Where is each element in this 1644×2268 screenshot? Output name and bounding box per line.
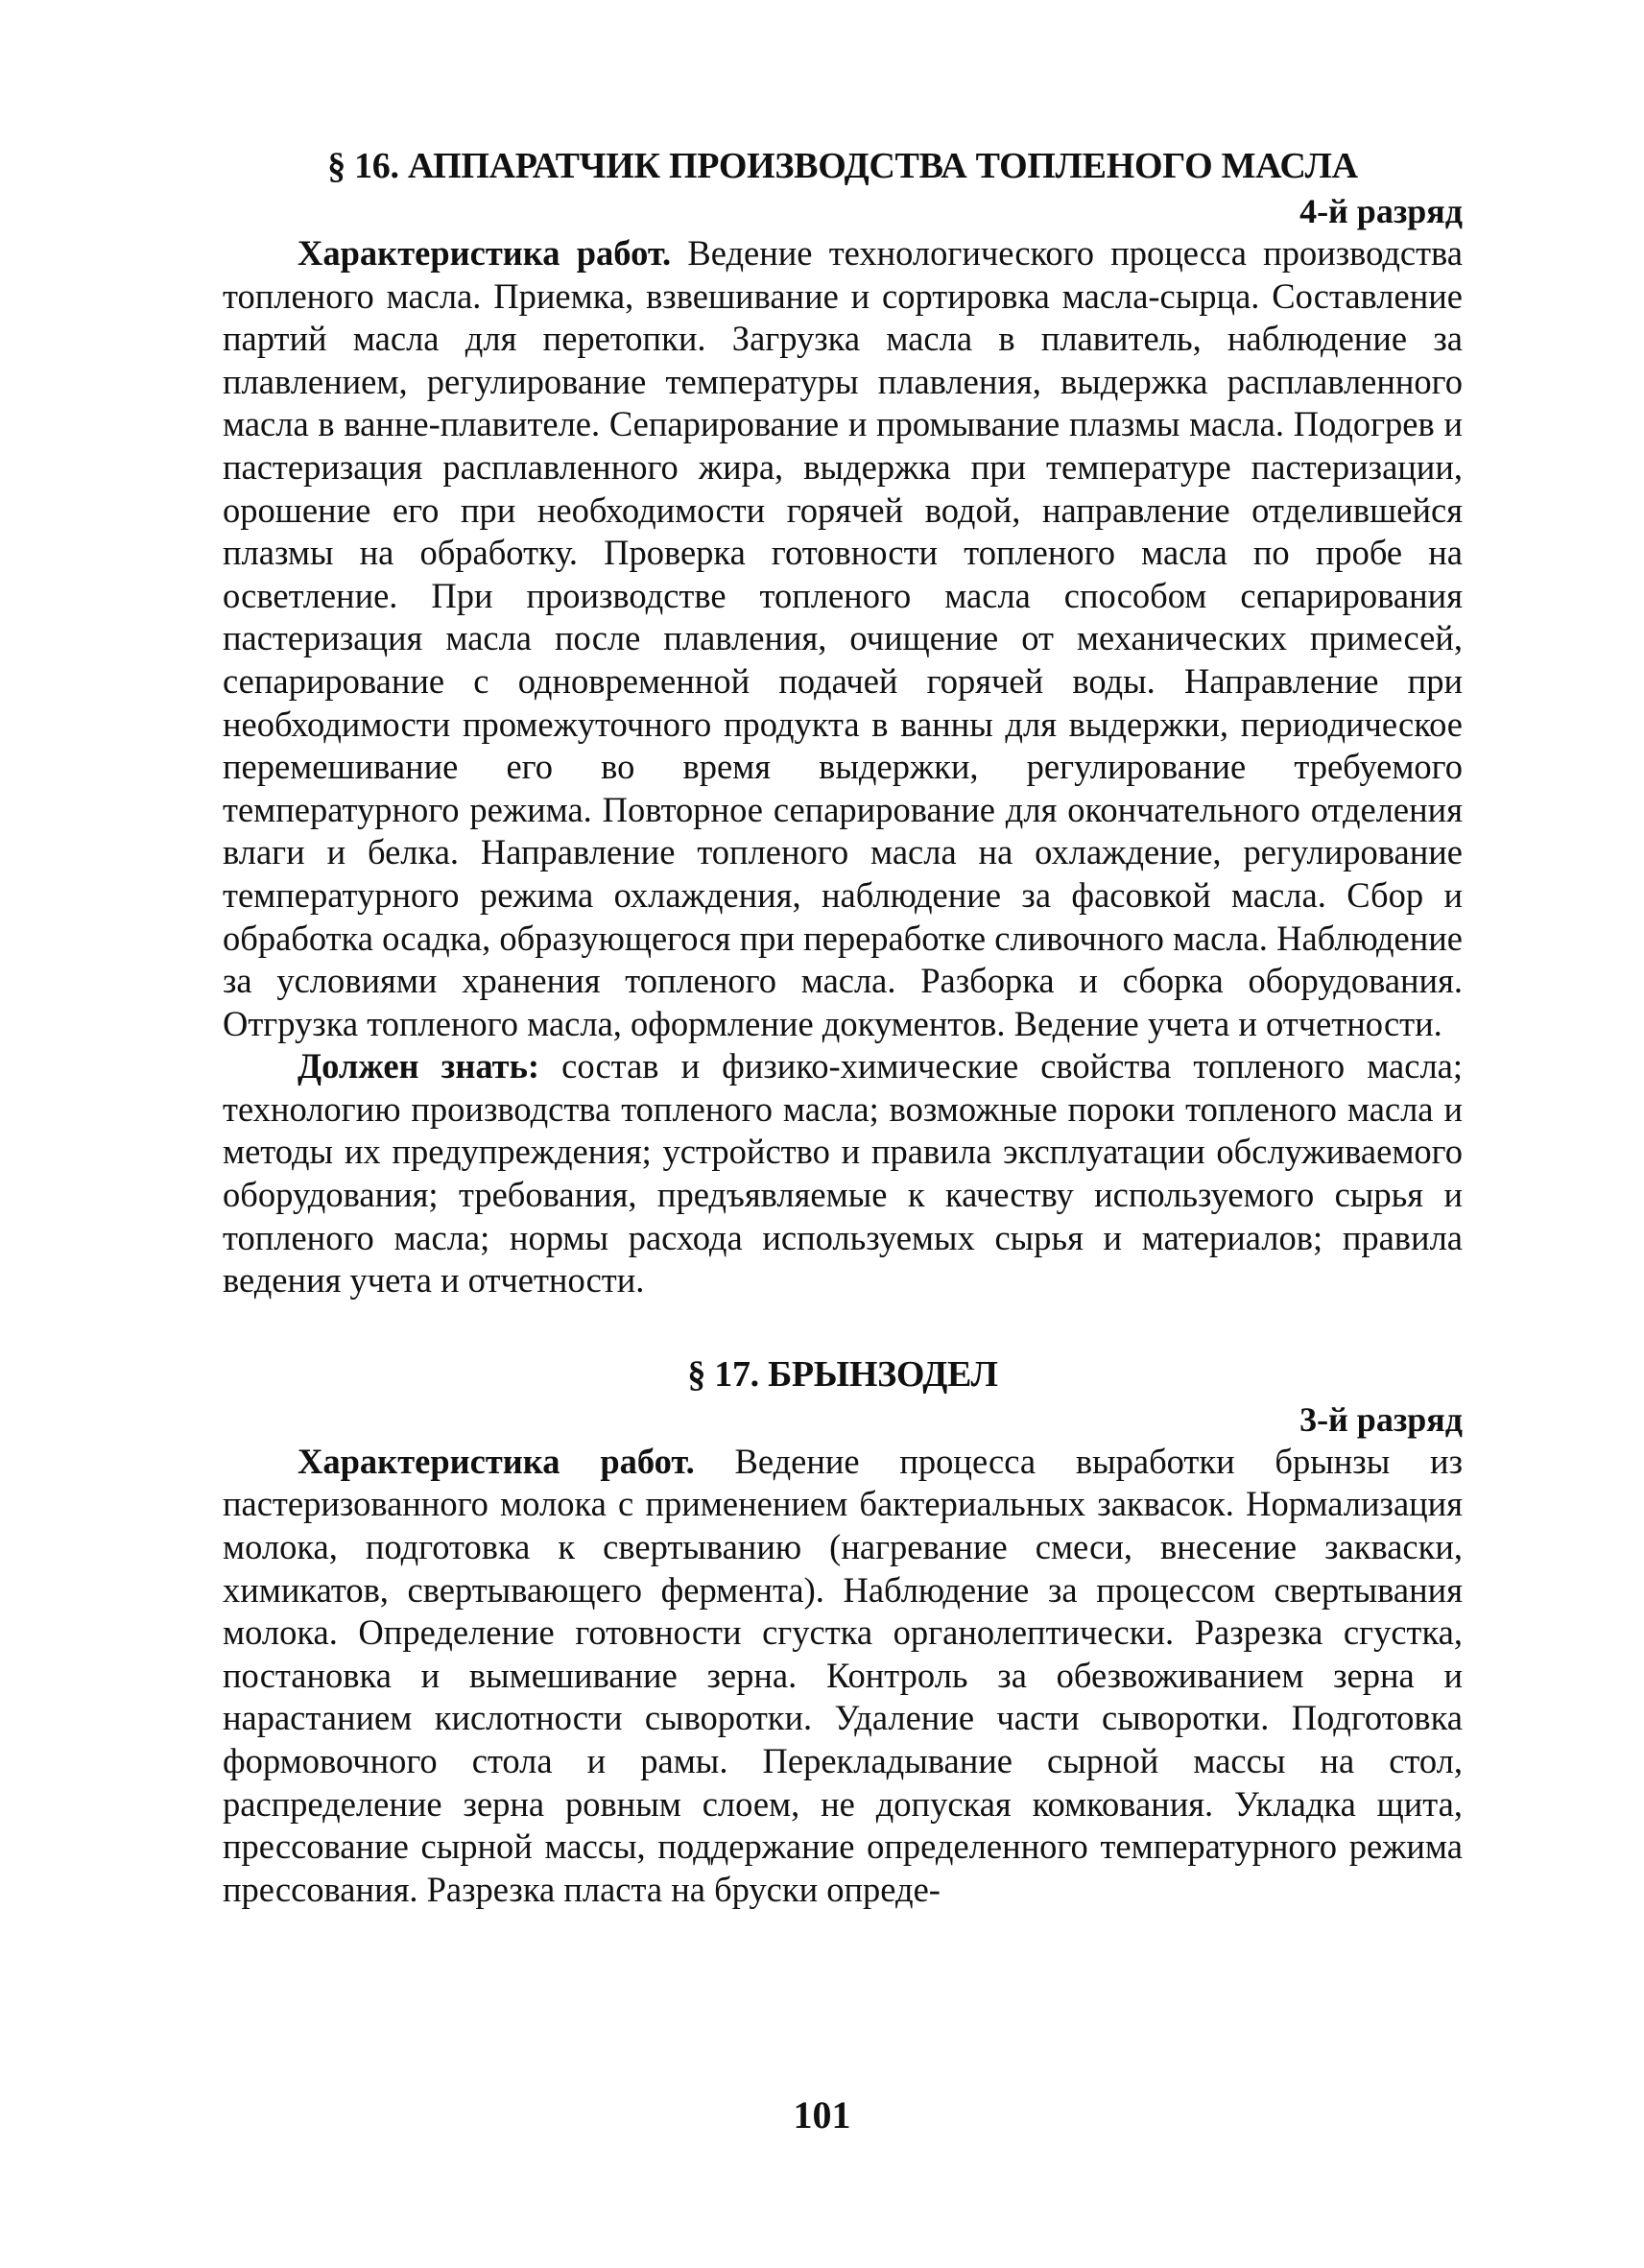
section-16-grade: 4-й разряд	[1299, 192, 1463, 230]
characteristics-text: Ведение технологического процесса производства топленого масла. Приемка, взвешивание и сортировка масла-сырца. Составление партий масла для перетопки. Загрузка масла в плавитель, наблюдение за плавлением, регулирование температуры плавления, выдержка расплавленного масла в ванне-плавителе. Сепарирование и промывание плазмы масла. Подогрев и пастеризация расплавленного жира, выдержка при температуре пастеризации, орошение его при необходимости горячей водой, направление отделившейся плазмы на обработку. Проверка готовности топленого масла по пробе на осветление. При производстве топленого масла способом сепарирования пастеризация масла после плавления, очищение от механических примесей, сепарирование с одновременной подачей горячей воды. Направление при необходимости промежуточного продукта в ванны для выдержки, периодическое перемешивание его во время выдержки, регулирование требуемого температурного режима. Повторное сепарирование для окончательного отделения влаги и белка. Направление топленого масла на охлаждение, регулирование температурного режима охлаждения, наблюдение за фасовкой масла. Сбор и обработка осадка, образующегося при переработке сливочного масла. Наблюдение за условиями хранения топленого масла. Разборка и сборка оборудования. Отгрузка топленого масла, оформление документов. Ведение учета и отчетности.	[223, 233, 1463, 1043]
knowledge-text: состав и физико-химические свойства топленого масла; технологию производства топленого масла; возможные пороки топленого масла и методы их предупреждения; устройство и правила эксплуатации обслуживаемого оборудования; требования, предъявляемые к качеству используемого сырья и топленого масла; нормы расхода используемых сырья и материалов; правила ведения учета и отчетности.	[223, 1046, 1464, 1301]
section-16-characteristics	[223, 232, 1463, 1045]
characteristics-label: Характеристика работ.	[298, 1441, 695, 1481]
section-17-characteristics	[223, 1441, 1463, 1912]
characteristics-text: Ведение процесса выработки брынзы из пастеризованного молока с применением бактериальных заквасок. Нормализация молока, подготовка к свертыванию (нагревание смеси, внесение закваски, химикатов, свертывающего фермента). Наблюдение за процессом свертывания молока. Определение готовности сгустка органолептически. Разрезка сгустка, постановка и вымешивание зерна. Контроль за обезвоживанием зерна и нарастанием кислотности сыворотки. Удаление части сыворотки. Подготовка формовочного стола и рамы. Перекладывание сырной массы на стол, распределение зерна ровным слоем, не допуская комкования. Укладка щита, прессование сырной массы, поддержание определенного температурного режима прессования. Разрезка пласта на бруски опреде-	[223, 1441, 1463, 1909]
section-17-heading: § 17. БРЫНЗОДЕЛ	[687, 1353, 998, 1395]
page-number: 101	[793, 2093, 851, 2137]
section-16-heading: § 16. АППАРАТЧИК ПРОИЗВОДСТВА ТОПЛЕНОГО МАСЛА	[327, 146, 1358, 186]
section-16-knowledge	[223, 1045, 1463, 1302]
text-column	[223, 144, 1463, 1911]
section-17-grade: 3-й разряд	[1299, 1399, 1463, 1439]
characteristics-label: Характеристика работ.	[298, 233, 672, 273]
knowledge-label: Должен знать:	[298, 1046, 540, 1086]
